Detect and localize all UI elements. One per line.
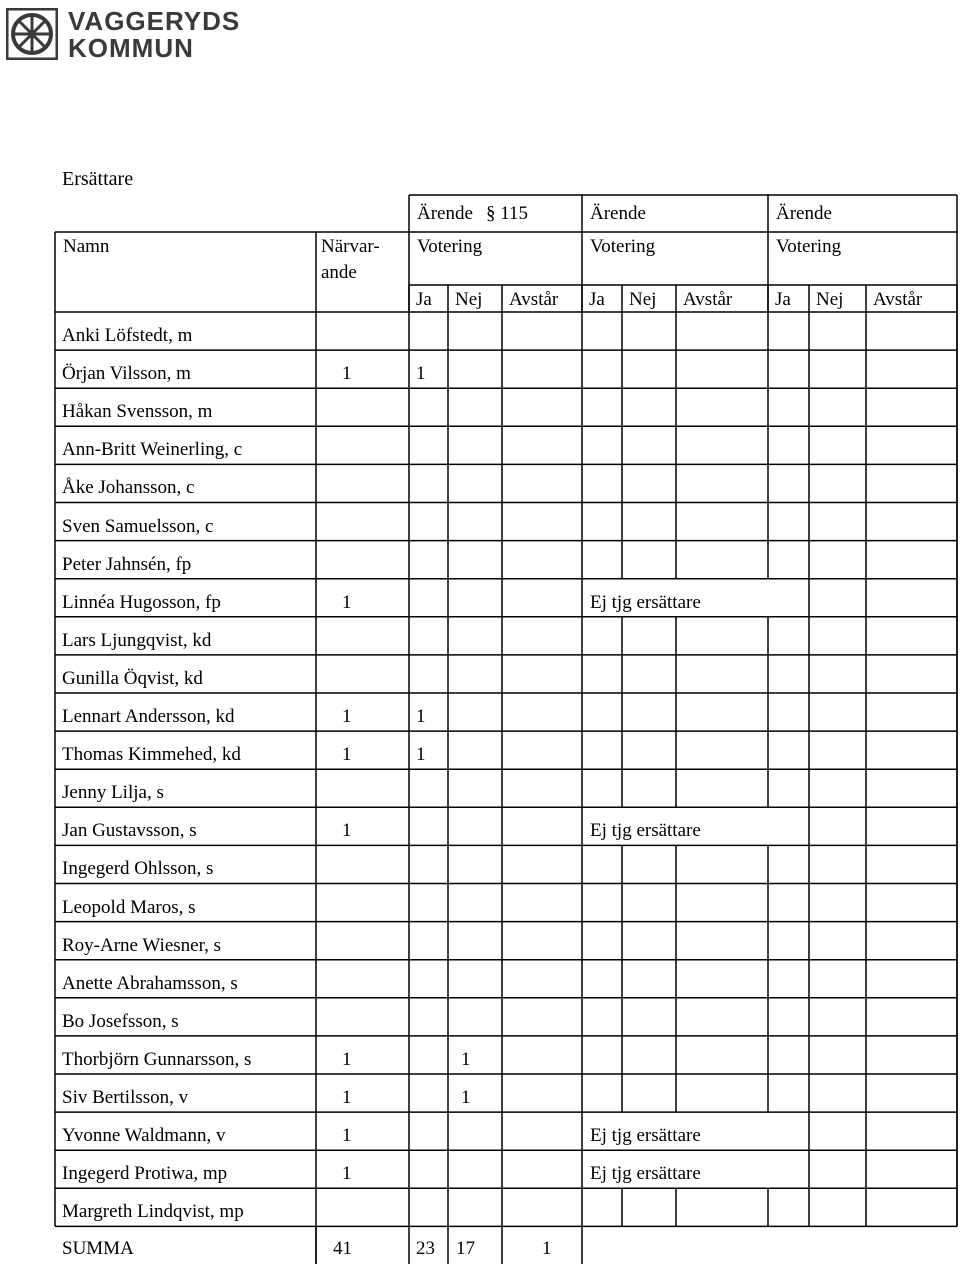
row-present: 1 [342,744,352,766]
summa-present: 41 [333,1238,352,1260]
row-present: 1 [342,1125,352,1147]
summa-nej: 17 [456,1238,475,1260]
section-title: Ersättare [62,168,134,190]
row-name: Ingegerd Ohlsson, s [62,858,214,880]
row-name: Roy-Arne Wiesner, s [62,934,222,956]
group-1-vote-label-nej: Nej [455,289,483,310]
row-name: Sven Samuelsson, c [62,515,214,537]
summa-ja: 23 [416,1238,435,1260]
row-name: Leopold Maros, s [62,896,196,918]
row-vote-ja: 1 [416,363,426,385]
row-name: Margreth Lindqvist, mp [62,1201,244,1223]
row-present: 1 [342,1087,352,1108]
row-note: Ej tjg ersättare [590,1125,701,1147]
row-name: Anette Abrahamsson, s [62,972,238,994]
group-2-votering-label: Votering [590,236,656,257]
row-name: Ingegerd Protiwa, mp [62,1163,228,1185]
row-name: Jenny Lilja, s [62,782,164,804]
row-name: Håkan Svensson, m [62,401,213,423]
row-vote-ja: 1 [416,744,426,766]
row-name: Jan Gustavsson, s [62,820,197,842]
group-1-votering-label: Votering [417,236,483,257]
group-1-paragraph: § 115 [486,203,529,224]
row-note: Ej tjg ersättare [590,591,701,613]
group-1-vote-label-avstår: Avstår [509,289,559,310]
group-3-vote-label-avstår: Avstår [873,289,923,310]
row-name: Linnéa Hugosson, fp [62,591,221,613]
row-name: Ann-Britt Weinerling, c [62,439,243,461]
row-present: 1 [342,1163,352,1185]
column-header-present-line1: Närvar- [321,236,380,257]
row-vote-ja: 1 [416,706,426,727]
row-name: Yvonne Waldmann, v [62,1125,226,1147]
summa-avstar: 1 [542,1238,552,1260]
group-3-vote-label-ja: Ja [775,289,791,310]
row-present: 1 [342,820,352,842]
row-name: Siv Bertilsson, v [62,1087,189,1108]
group-2-vote-label-avstår: Avstår [683,289,733,310]
row-name: Gunilla Öqvist, kd [62,667,203,689]
group-1-arende-label: Ärende [417,203,473,224]
group-3-arende-label: Ärende [776,203,832,224]
row-name: Örjan Vilsson, m [62,363,191,385]
group-3-vote-label-nej: Nej [816,289,844,310]
summa-label: SUMMA [62,1238,134,1260]
row-name: Peter Jahnsén, fp [62,553,192,575]
row-present: 1 [342,363,352,385]
row-name: Anki Löfstedt, m [62,325,193,346]
row-name: Lars Ljungqvist, kd [62,629,212,651]
row-vote-nej: 1 [461,1087,471,1108]
group-2-vote-label-nej: Nej [629,289,657,310]
row-note: Ej tjg ersättare [590,1163,701,1185]
group-3-votering-label: Votering [776,236,842,257]
row-name: Thorbjörn Gunnarsson, s [62,1048,252,1070]
column-header-present-line2: ande [321,262,357,283]
row-present: 1 [342,1048,352,1070]
row-name: Thomas Kimmehed, kd [62,744,241,766]
row-vote-nej: 1 [461,1048,471,1070]
group-2-vote-label-ja: Ja [589,289,605,310]
row-name: Bo Josefsson, s [62,1010,179,1032]
logo-line-1: VAGGERYDS [68,6,241,36]
logo-line-2: KOMMUN [68,33,194,63]
row-present: 1 [342,591,352,613]
column-header-name: Namn [63,236,110,257]
row-note: Ej tjg ersättare [590,820,701,842]
row-present: 1 [342,706,352,727]
row-name: Åke Johansson, c [62,477,195,499]
group-2-arende-label: Ärende [590,203,646,224]
group-1-vote-label-ja: Ja [416,289,432,310]
row-name: Lennart Andersson, kd [62,706,235,727]
